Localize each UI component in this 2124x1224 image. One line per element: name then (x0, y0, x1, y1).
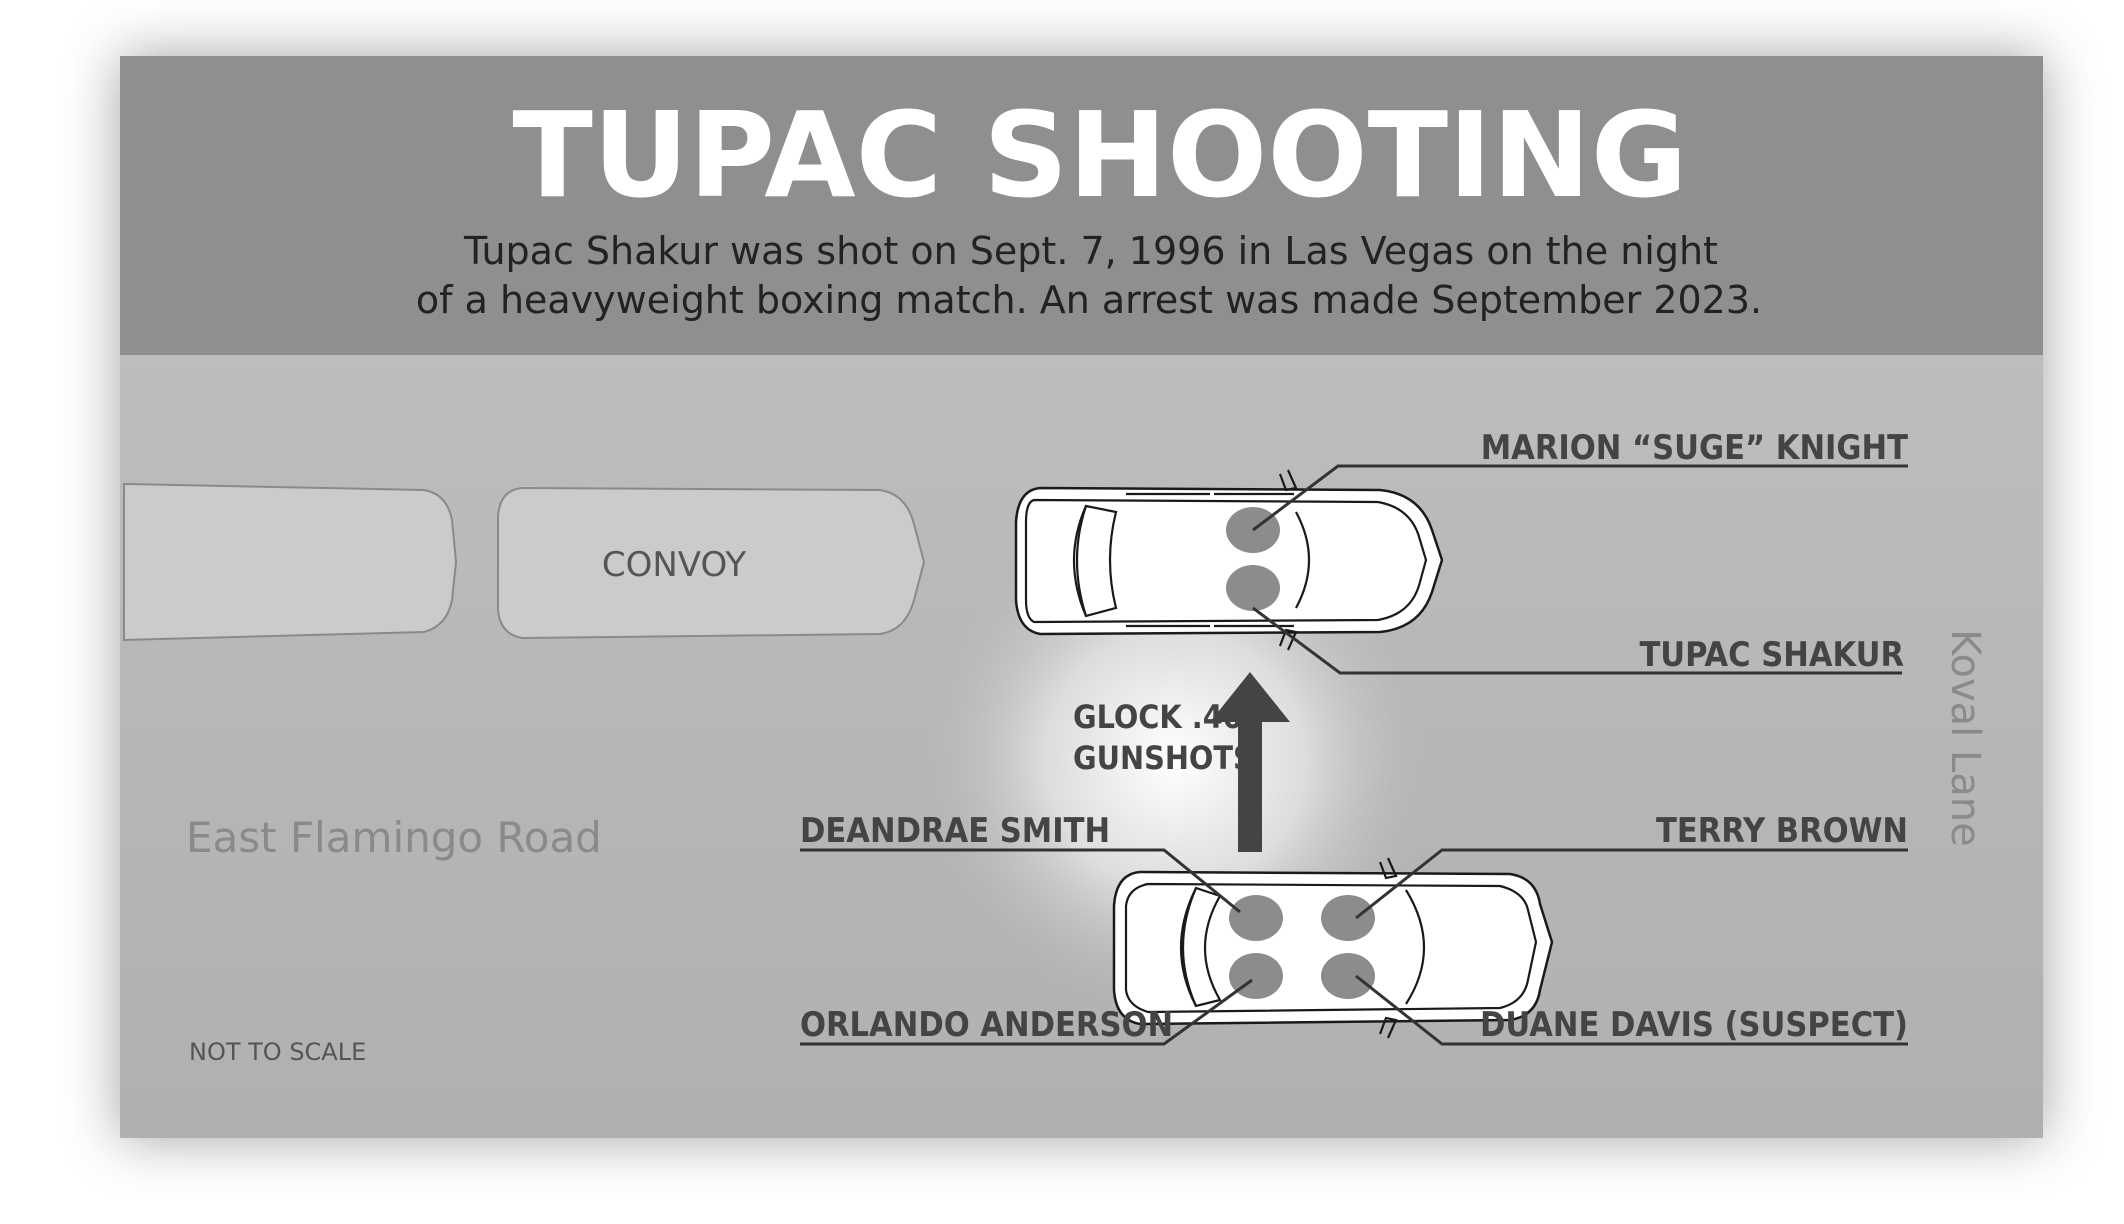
label-terry-brown: TERRY BROWN (1655, 811, 1908, 851)
seat-front-right (1321, 895, 1375, 941)
weapon-line-2: GUNSHOTS (1073, 739, 1254, 777)
page-title: TUPAC SHOOTING (512, 86, 1688, 224)
victim-car (1016, 470, 1442, 650)
scale-note: NOT TO SCALE (189, 1038, 367, 1066)
road-east-flamingo: East Flamingo Road (186, 813, 602, 862)
convoy-car-rear (124, 484, 456, 640)
seat-passenger (1226, 565, 1280, 611)
weapon-line-1: GLOCK .40 (1073, 698, 1243, 736)
label-deandrae-smith: DEANDRAE SMITH (800, 811, 1111, 851)
seat-rear-right (1321, 953, 1375, 999)
subtitle-line-1: Tupac Shakur was shot on Sept. 7, 1996 in Las Vegas on the night (464, 229, 1718, 273)
label-tupac-shakur: TUPAC SHAKUR (1639, 635, 1904, 675)
label-suge-knight: MARION “SUGE” KNIGHT (1480, 428, 1908, 468)
seat-front-left (1229, 895, 1283, 941)
label-duane-davis: DUANE DAVIS (SUSPECT) (1480, 1005, 1908, 1045)
convoy-label: CONVOY (601, 545, 747, 585)
road-koval-lane: Koval Lane (1942, 629, 1988, 847)
subtitle-line-2: of a heavyweight boxing match. An arrest was made September 2023. (415, 278, 1763, 322)
label-orlando-anderson: ORLANDO ANDERSON (800, 1005, 1174, 1045)
